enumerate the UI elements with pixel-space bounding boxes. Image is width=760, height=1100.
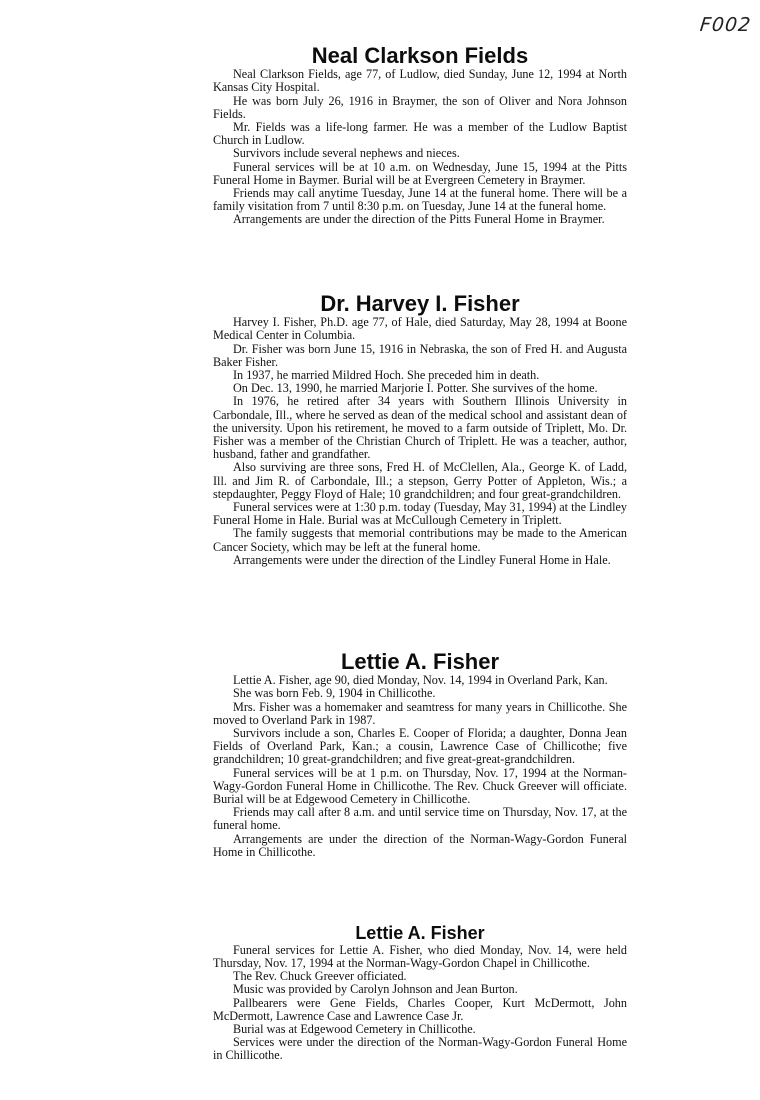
obituary-paragraph: Dr. Fisher was born June 15, 1916 in Nebraska, the son of Fred H. and Augusta Baker Fisher. <box>213 341 627 369</box>
obituary-paragraph: Music was provided by Carolyn Johnson and Jean Burton. <box>233 982 518 997</box>
obituary-paragraph: Funeral services will be at 1 p.m. on Thursday, Nov. 17, 1994 at the Norman-Wagy-Gordon Funeral Home in Chillicothe. The Rev. Chuck Greever will officiate. Burial will be at Edgewood Cemetery in Chillicothe. <box>213 765 627 807</box>
obituary-paragraph: The Rev. Chuck Greever officiated. <box>233 969 407 984</box>
obituary-harvey-fisher <box>213 292 627 567</box>
obituary-paragraph: Harvey I. Fisher, Ph.D. age 77, of Hale, died Saturday, May 28, 1994 at Boone Medical Center in Columbia. <box>213 315 627 343</box>
obituary-paragraph: Funeral services will be at 10 a.m. on Wednesday, June 15, 1994 at the Pitts Funeral Home in Baymer. Burial will be at Evergreen Cemetery in Braymer. <box>213 159 627 187</box>
obituary-paragraph: In 1976, he retired after 34 years with Southern Illinois University in Carbondale, Ill., where he served as dean of the medical school and assistant dean of the university. Upon his retirement, he moved to a farm outside of Triplett, Mo. Dr. Fisher was a member of the Christian Church of Triplett. He was a teacher, author, husband, father and grandfather. <box>213 394 627 462</box>
obituary-title: Neal Clarkson Fields <box>311 43 529 68</box>
obituary-paragraph: Lettie A. Fisher, age 90, died Monday, Nov. 14, 1994 in Overland Park, Kan. <box>233 673 608 688</box>
obituary-paragraph: In 1937, he married Mildred Hoch. She preceded him in death. <box>233 368 540 382</box>
obituary-paragraph: Neal Clarkson Fields, age 77, of Ludlow, died Sunday, June 12, 1994 at North Kansas City Hospital. <box>213 67 627 95</box>
obituary-paragraph: Survivors include a son, Charles E. Cooper of Florida; a daughter, Donna Jean Fields of Overland Park, Kan.; a cousin, Lawrence Case of Chillicothe; five grandchildren; 10 great-grandchildren; and five great-great-grandchildren. <box>213 726 627 767</box>
obituary-paragraph: Friends may call anytime Tuesday, June 14 at the funeral home. There will be a family visitation from 7 until 8:30 p.m. on Tuesday, June 14 at the funeral home. <box>213 186 627 214</box>
obituary-paragraph: Arrangements are under the direction of the Norman-Wagy-Gordon Funeral Home in Chillicothe. <box>213 831 627 859</box>
obituary-paragraph: The family suggests that memorial contributions may be made to the American Cancer Society, which may be left at the funeral home. <box>213 526 627 554</box>
handwritten-page-id: F002 <box>698 14 753 36</box>
obituary-lettie-fisher-services <box>213 924 627 1063</box>
obituary-paragraph: Funeral services for Lettie A. Fisher, who died Monday, Nov. 14, were held Thursday, Nov. 17, 1994 at the Norman-Wagy-Gordon Chapel in Chillicothe. <box>213 942 627 970</box>
obituary-lettie-fisher <box>213 650 627 859</box>
obituary-paragraph: She was born Feb. 9, 1904 in Chillicothe. <box>233 686 436 701</box>
obituary-paragraph: Pallbearers were Gene Fields, Charles Cooper, Kurt McDermott, John McDermott, Lawrence Case and Lawrence Case Jr. <box>213 995 627 1023</box>
obituary-paragraph: Survivors include several nephews and nieces. <box>233 146 460 161</box>
obituary-paragraph: Funeral services were at 1:30 p.m. today (Tuesday, May 31, 1994) at the Lindley Funeral Home in Hale. Burial was at McCullough Cemetery in Triplett. <box>213 500 627 528</box>
obituary-title: Lettie A. Fisher <box>355 923 485 943</box>
obituary-paragraph: He was born July 26, 1916 in Braymer, the son of Oliver and Nora Johnson Fields. <box>213 93 627 121</box>
obituary-paragraph: Services were under the direction of the Norman-Wagy-Gordon Funeral Home in Chillicothe. <box>213 1035 627 1063</box>
obituary-paragraph: Burial was at Edgewood Cemetery in Chillicothe. <box>233 1022 476 1037</box>
obituary-paragraph: Friends may call after 8 a.m. and until service time on Thursday, Nov. 17, at the funeral home. <box>213 805 627 833</box>
obituary-neal-clarkson-fields <box>213 44 627 227</box>
obituary-title: Dr. Harvey I. Fisher <box>320 291 520 316</box>
obituary-paragraph: Mr. Fields was a life-long farmer. He was a member of the Ludlow Baptist Church in Ludlow. <box>213 120 627 148</box>
obituary-paragraph: Arrangements were under the direction of the Lindley Funeral Home in Hale. <box>233 552 611 567</box>
obituary-paragraph: On Dec. 13, 1990, he married Marjorie I. Potter. She survives of the home. <box>233 381 598 396</box>
obituary-paragraph: Mrs. Fisher was a homemaker and seamtress for many years in Chillicothe. She moved to Overland Park in 1987. <box>213 699 627 727</box>
obituary-paragraph: Also surviving are three sons, Fred H. of McClellen, Ala., George K. of Ladd, Ill. and Jim R. of Carbondale, Ill.; a stepson, Gerry Potter of Appleton, Wis.; a stepdaughter, Peggy Floyd of Hale; 10 grandchildren; and four great-grandchildren. <box>213 460 627 501</box>
obituary-title: Lettie A. Fisher <box>340 649 500 674</box>
obituary-paragraph: Arrangements are under the direction of the Pitts Funeral Home in Braymer. <box>233 212 605 227</box>
